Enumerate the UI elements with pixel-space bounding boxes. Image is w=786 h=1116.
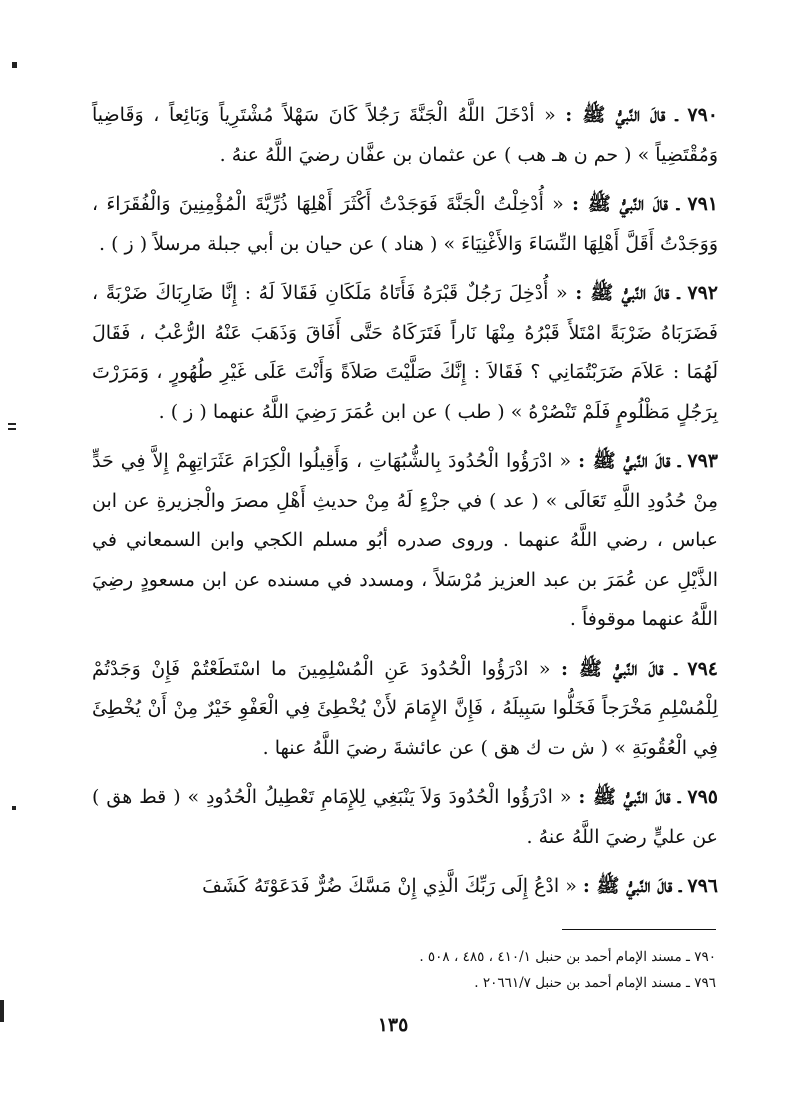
hadith-speaker: ـ قالَ النَّبيُّ ﷺ : [575, 282, 680, 304]
footnotes [300, 944, 716, 996]
hadith-number: ٧٩٢ [687, 282, 718, 304]
hadith-text: « ادْرَؤُوا الْحُدُودَ عَنِ الْمُسْلِمِينَ ما اسْتَطَعْتُمْ فَإِنْ وَجَدْتُمْ لِلْمُسْلِمِ مَخْرَجاً فَخَلُّوا سَبِيلَهُ ، فَإِنَّ الإِمَامَ لأَنْ يُخْطِئَ فِي الْعَفْوِ خَيْرٌ مِنْ أَنْ يُخْطِئَ فِي الْعُقُوبَةِ » ( ش ت ك هق ) عن عائشةَ رضيَ اللَّهُ عنها . [92, 657, 718, 759]
hadith-number: ٧٩١ [687, 193, 718, 215]
footnote-790: ٧٩٠ ـ مسند الإمام أحمد بن حنبل ٤١٠/١ ، ٤٨٥ ، ٥٠٨ . [419, 949, 716, 965]
footnote-divider [562, 929, 716, 930]
hadith-speaker: ـ قالَ النَّبيُّ ﷺ : [572, 193, 680, 215]
hadith-number: ٧٩٤ [687, 657, 718, 680]
hadith-number: ٧٩٠ [687, 104, 718, 126]
scan-speck [8, 428, 16, 430]
hadith-number: ٧٩٦ [687, 875, 718, 897]
main-text [92, 96, 718, 917]
hadith-number: ٧٩٥ [687, 786, 718, 808]
hadith-speaker: ـ قالَ النَّبيُّ ﷺ : [578, 450, 681, 472]
hadith-793 [92, 442, 718, 640]
hadith-794 [92, 650, 718, 769]
hadith-number: ٧٩٣ [687, 450, 718, 472]
hadith-796 [92, 867, 718, 907]
hadith-text: « أُدْخِلَ رَجُلٌ قَبْرَهُ فَأَتَاهُ مَلَكَانِ فَقَالاَ لَهُ : إِنَّا ضَارِبَاكَ ضَرْبَةً ، فَضَرَبَاهُ ضَرْبَةً امْتَلأَ قَبْرُهُ مِنْهَا نَاراً فَتَرَكَاهُ حَتَّى أَفَاقَ وَذَهَبَ عَنْهُ الرُّعْبُ ، فَقَالَ لَهُمَا : عَلاَمَ ضَرَبْتُمَانِي ؟ فَقَالاَ : إِنَّكَ صَلَّيْتَ صَلاَةً وَأَنْتَ عَلَى غَيْرِ طُهُورٍ ، وَمَرَرْتَ بِرَجُلٍ مَظْلُومٍ فَلَمْ تَنْصُرْهُ » ( طب ) عن ابن عُمَرَ رَضِيَ اللَّهُ عنهما ( ز ) . [92, 282, 718, 423]
scan-speck [8, 423, 16, 425]
hadith-text: « أدْخَلَ اللَّهُ الْجَنَّةَ رَجُلاً كَانَ سَهْلاً مُشْتَرِياً وَبَائِعاً ، وَقَاضِياً وَمُقْتَضِياً » ( حم ن هـ هب ) عن عثمان بن عفَّان رضيَ اللَّهُ عنهُ . [92, 104, 718, 166]
scan-speck [12, 62, 17, 68]
hadith-text: « ادْعُ إِلَى رَبِّكَ الَّذِي إِنْ مَسَّكَ ضُرٌّ فَدَعَوْتَهُ كَشَفَ [202, 875, 577, 897]
hadith-speaker: ـ قالَ النَّبيُّ ﷺ : [565, 104, 678, 126]
hadith-text: « ادْرَؤُوا الْحُدُودَ بِالشُّبُهَاتِ ، وَأَقِيلُوا الْكِرَامَ عَثَرَاتِهِمْ إِلاَّ فِي حَدٍّ مِنْ حُدُودِ اللَّهِ تَعَالَى » ( عد ) في جزْءٍ لَهُ مِنْ حديثِ أَهْلِ مصرَ والْجزيرةِ عن ابن عباس ، رضي اللَّهُ عنهما . وروى صدره أبُو مسلم الكجي وابن السمعاني في الذَّيْلِ عن عُمَرَ بن عبد العزيز مُرْسَلاً ، ومسدد في مسنده عن ابن مسعودٍ رضِيَ اللَّهُ عنهما موقوفاً . [92, 450, 718, 630]
scan-speck [12, 806, 16, 810]
hadith-791 [92, 185, 718, 264]
hadith-speaker: ـ قالَ النَّبيُّ ﷺ : [578, 786, 681, 808]
footnote-796: ٧٩٦ ـ مسند الإمام أحمد بن حنبل ٢٠٦٦١/٧ . [474, 975, 716, 991]
hadith-text: « ادْرَؤُوا الْحُدُودَ وَلاَ يَنْبَغِي لِلإِمَامِ تَعْطِيلُ الْحُدُودِ » ( قط هق ) عن عليٍّ رضيَ اللَّهُ عنهُ . [92, 786, 718, 848]
scan-speck [0, 1000, 4, 1022]
hadith-speaker: ـ قالَ النَّبيُّ ﷺ : [560, 657, 677, 680]
page-number: ١٣٥ [377, 1014, 409, 1036]
hadith-790 [92, 96, 718, 175]
hadith-795 [92, 778, 718, 857]
hadith-speaker: ـ قالَ النَّبيُّ ﷺ : [582, 875, 682, 897]
hadith-792 [92, 274, 718, 432]
hadith-text: « أُدْخِلْتُ الْجَنَّةَ فَوَجَدْتُ أَكْثَرَ أَهْلِهَا ذُرِّيَّةَ الْمُؤْمِنِينَ وَالْفُقَرَاءَ ، وَوَجَدْتُ أَقَلَّ أَهْلِهَا النِّسَاءَ وَالأَغْنِيَاءَ » ( هناد ) عن حيان بن أبي جبلة مرسلاً ( ز ) . [92, 193, 718, 255]
